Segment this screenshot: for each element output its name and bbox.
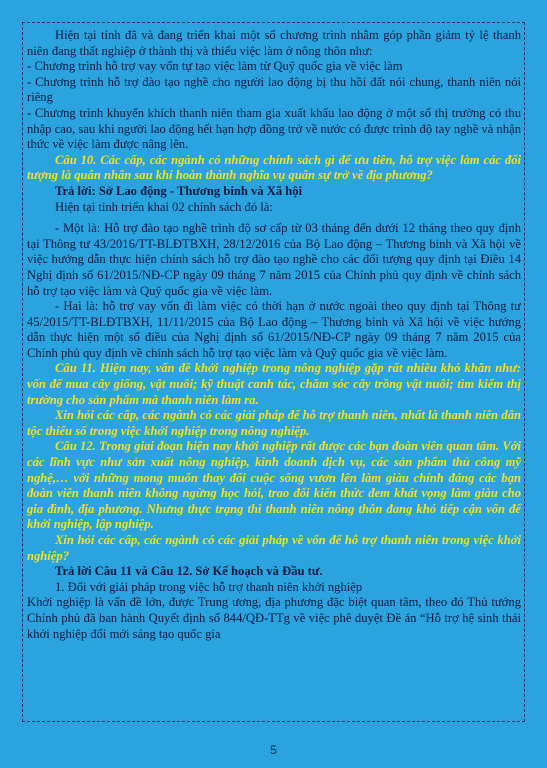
question-11-followup: Xin hỏi các cấp, các ngành có các giải pháp để hỗ trợ thanh niên, nhất là thanh niên dân tộc thiểu số trong việc khởi nghiệp trong nông nghiệp. <box>27 408 521 438</box>
answer-10-intro: Hiện tại tỉnh triển khai 02 chính sách đó là: <box>55 199 273 214</box>
policy-item-2: - Hai là: hỗ trợ vay vốn đi làm việc có thời hạn ở nước ngoài theo quy định tại Thông tư 45/2015/TT-BLĐTBXH, 11/11/2015 của Bộ Lao động – Thương binh và Xã hội về việc hướng dẫn thực hiện một số điều của Nghị định số 61/2015/NĐ-CP ngày 09 tháng 7 năm 2015 của Chính phủ quy định về chính sách hỗ trợ tạo việc làm và Quỹ quốc gia về việc làm. <box>27 299 521 360</box>
question-11: Câu 11. Hiện nay, vấn đề khởi nghiệp trong nông nghiệp gặp rất nhiều khó khăn như: vốn để mua cây giống, vật nuôi; kỹ thuật canh tác, chăm sóc cây trồng vật nuôi; tìm kiếm thị trường cho sản phẩm mà thanh niên làm ra. <box>27 361 521 407</box>
program-item-2: - Chương trình hỗ trợ đào tạo nghề cho người lao động bị thu hồi đất nói chung, thanh niên nói riêng <box>27 74 521 105</box>
document-body <box>27 28 521 642</box>
answer-heading-11-12: Trả lời Câu 11 và Câu 12. Sở Kế hoạch và Đầu tư. <box>55 564 323 579</box>
policy-item-1: - Một là: Hỗ trợ đào tạo nghề trình độ sơ cấp từ 03 tháng đến dưới 12 tháng theo quy định tại Thông tư 43/2016/TT-BLĐTBXH, 28/12/2016 của Bộ Lao động – Thương binh và Xã hội về việc hướng dẫn thực hiện chính sách hỗ trợ đào tạo nghề cho các đối tượng quy định tại Điều 14 Nghị định số 61/2015/NĐ-CP ngày 09 tháng 7 năm 2015 của Chính phủ quy định về chính sách hỗ trợ tạo việc làm và Quỹ quốc gia về việc làm. <box>27 221 521 298</box>
page-number: 5 <box>270 743 277 757</box>
answer-section-1-title: 1. Đối với giải pháp trong việc hỗ trợ thanh niên khởi nghiệp <box>55 579 363 594</box>
question-12-followup: Xin hỏi các cấp, các ngành có các giải pháp về vốn để hỗ trợ thanh niên trong việc khởi nghiệp? <box>27 533 521 563</box>
answer-section-1-body: Khởi nghiệp là vấn đề lớn, được Trung ương, địa phương đặc biệt quan tâm, theo đó Thủ tướng Chính phủ đã ban hành Quyết định số 844/QĐ-TTg về việc phê duyệt Đề án “Hỗ trợ hệ sinh thái khởi nghiệp đổi mới sáng tạo quốc gia <box>27 595 521 641</box>
question-10: Câu 10. Các cấp, các ngành có những chính sách gì để ưu tiên, hỗ trợ việc làm các đối tượng là quân nhân sau khi hoàn thành nghĩa vụ quân sự trở về địa phương? <box>27 152 521 183</box>
program-item-1: - Chương trình hỗ trợ vay vốn tự tạo việc làm từ Quỹ quốc gia về việc làm <box>27 59 403 74</box>
answer-heading-10: Trả lời: Sở Lao động - Thương binh và Xã hội <box>55 183 303 198</box>
program-item-3: - Chương trình khuyến khích thanh niên tham gia xuất khẩu lao động ở một số thị trường có thu nhập cao, sau khi người lao động hết hạn hợp đồng trở về nước có được trình độ tay nghề và nhận thức về việc làm được nâng lên. <box>27 105 521 152</box>
question-12: Câu 12. Trong giai đoạn hiện nay khởi nghiệp rất được các bạn đoàn viên quan tâm. Với các lĩnh vực như sản xuất nông nghiệp, kinh doanh dịch vụ, các sản phẩm thủ công mỹ nghệ,… với những mong muốn thay đổi cuộc sống vươn lên làm giàu chính đáng các bạn đoàn viên thanh niên không ngừng học hỏi, trao đổi kiến thức đem khát vọng làm giàu cho gia đình, địa phương. Nhưng thực trạng thì thanh niên nông thôn đang khó tiếp cận vốn để khởi nghiệp, lập nghiệp. <box>27 439 521 532</box>
intro-paragraph: Hiện tại tỉnh đã và đang triển khai một số chương trình nhằm góp phần giảm tỷ lệ thanh niên đang thất nghiệp ở thành thị và thiếu việc làm ở nông thôn như: <box>27 28 521 58</box>
